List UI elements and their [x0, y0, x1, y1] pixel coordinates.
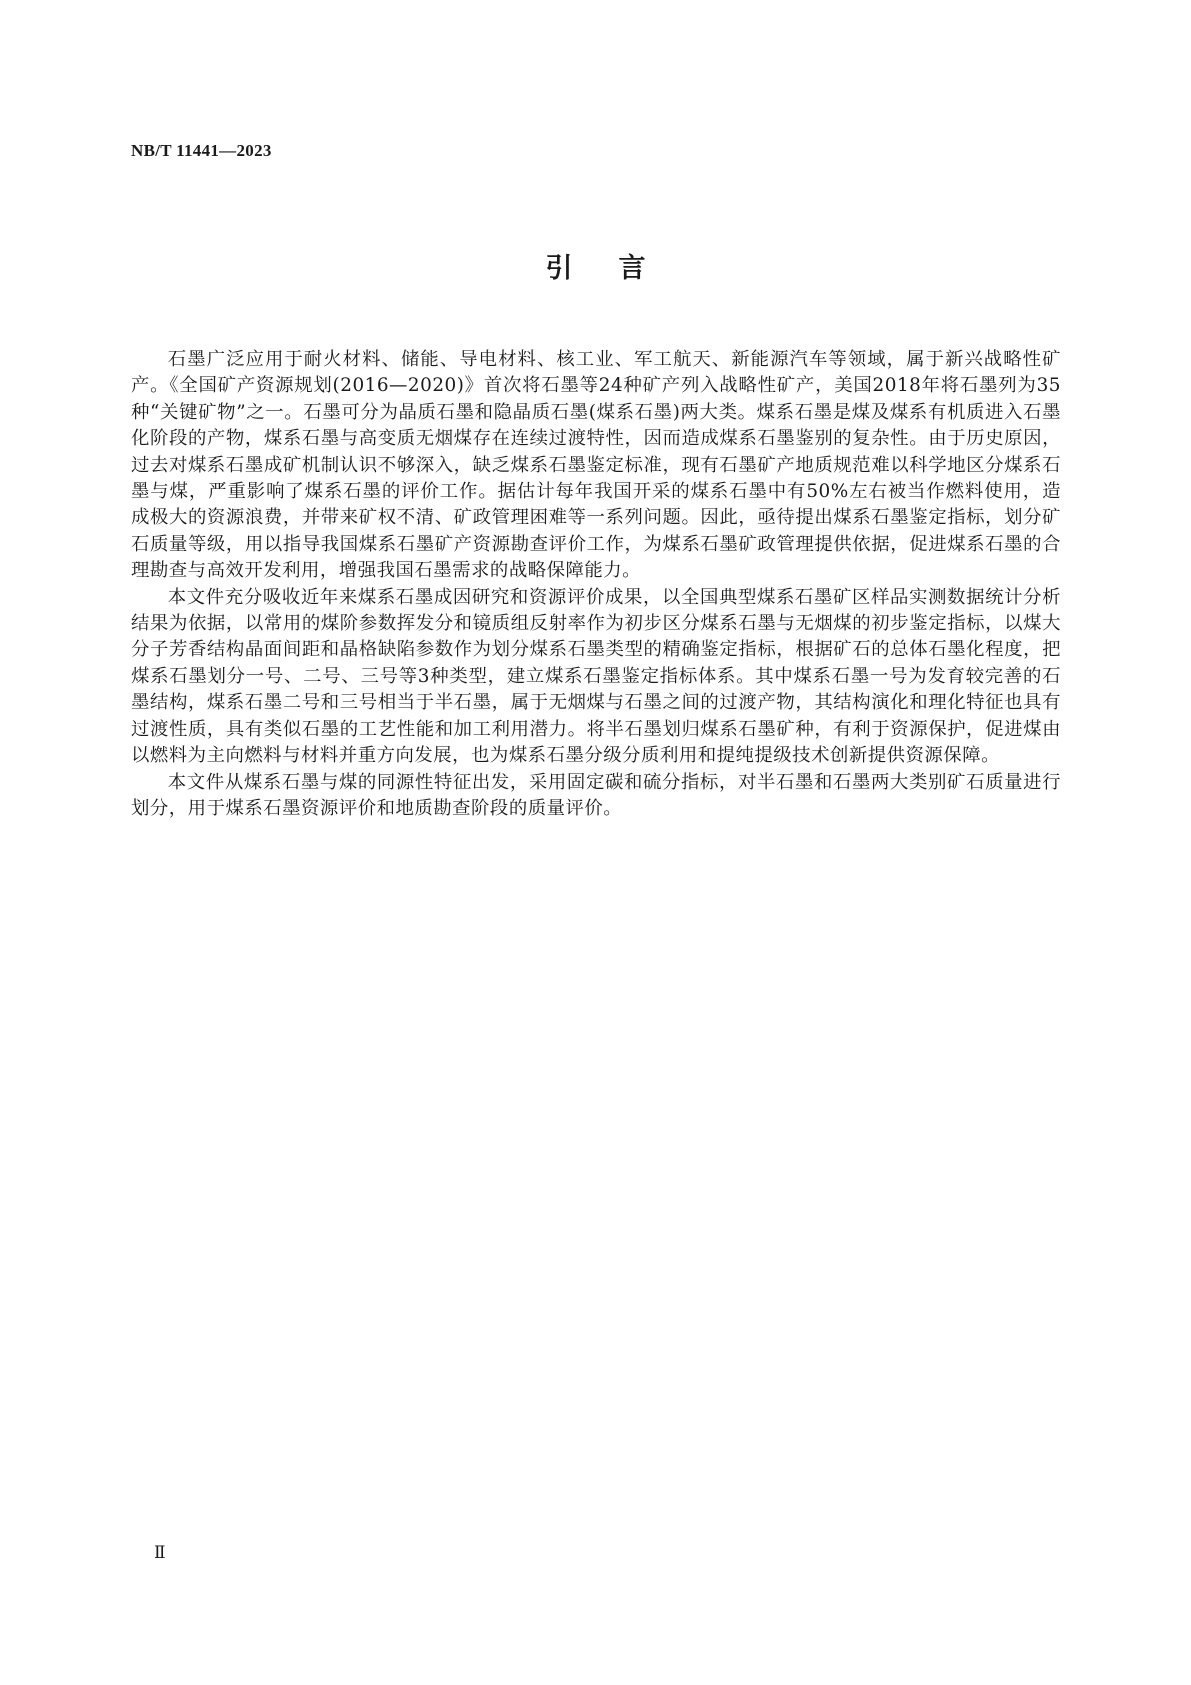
- paragraph-1: 石墨广泛应用于耐火材料、储能、导电材料、核工业、军工航天、新能源汽车等领域，属于新兴战略性矿产。《全国矿产资源规划(2016—2020)》首次将石墨等24种矿产列入战略性矿产，美国2018年将石墨列为35种“关键矿物”之一。石墨可分为晶质石墨和隐晶质石墨(煤系石墨)两大类。煤系石墨是煤及煤系有机质进入石墨化阶段的产物，煤系石墨与高变质无烟煤存在连续过渡特性，因而造成煤系石墨鉴别的复杂性。由于历史原因，过去对煤系石墨成矿机制认识不够深入，缺乏煤系石墨鉴定标准，现有石墨矿产地质规范难以科学地区分煤系石墨与煤，严重影响了煤系石墨的评价工作。据估计每年我国开采的煤系石墨中有50%左右被当作燃料使用，造成极大的资源浪费，并带来矿权不清、矿政管理困难等一系列问题。因此，亟待提出煤系石墨鉴定指标，划分矿石质量等级，用以指导我国煤系石墨矿产资源勘查评价工作，为煤系石墨矿政管理提供依据，促进煤系石墨的合理勘查与高效开发利用，增强我国石墨需求的战略保障能力。: [131, 349, 1061, 582]
- introduction-body: [131, 347, 1061, 822]
- section-title: 引言: [545, 253, 692, 284]
- paragraph-2: 本文件充分吸收近年来煤系石墨成因研究和资源评价成果，以全国典型煤系石墨矿区样品实测数据统计分析结果为依据，以常用的煤阶参数挥发分和镜质组反射率作为初步区分煤系石墨与无烟煤的初步鉴定指标，以煤大分子芳香结构晶面间距和晶格缺陷参数作为划分煤系石墨类型的精确鉴定指标，根据矿石的总体石墨化程度，把煤系石墨划分一号、二号、三号等3种类型，建立煤系石墨鉴定指标体系。其中煤系石墨一号为发育较完善的石墨结构，煤系石墨二号和三号相当于半石墨，属于无烟煤与石墨之间的过渡产物，其结构演化和理化特征也具有过渡性质，具有类似石墨的工艺性能和加工利用潜力。将半石墨划归煤系石墨矿种，有利于资源保护，促进煤由以燃料为主向燃料与材料并重方向发展，也为煤系石墨分级分质利用和提纯提级技术创新提供资源保障。: [131, 586, 1061, 767]
- page-number: Ⅱ: [154, 1543, 166, 1562]
- paragraph-3: 本文件从煤系石墨与煤的同源性特征出发，采用固定碳和硫分指标，对半石墨和石墨两大类别矿石质量进行划分，用于煤系石墨资源评价和地质勘查阶段的质量评价。: [131, 771, 1061, 819]
- standard-code: NB/T 11441—2023: [131, 141, 272, 160]
